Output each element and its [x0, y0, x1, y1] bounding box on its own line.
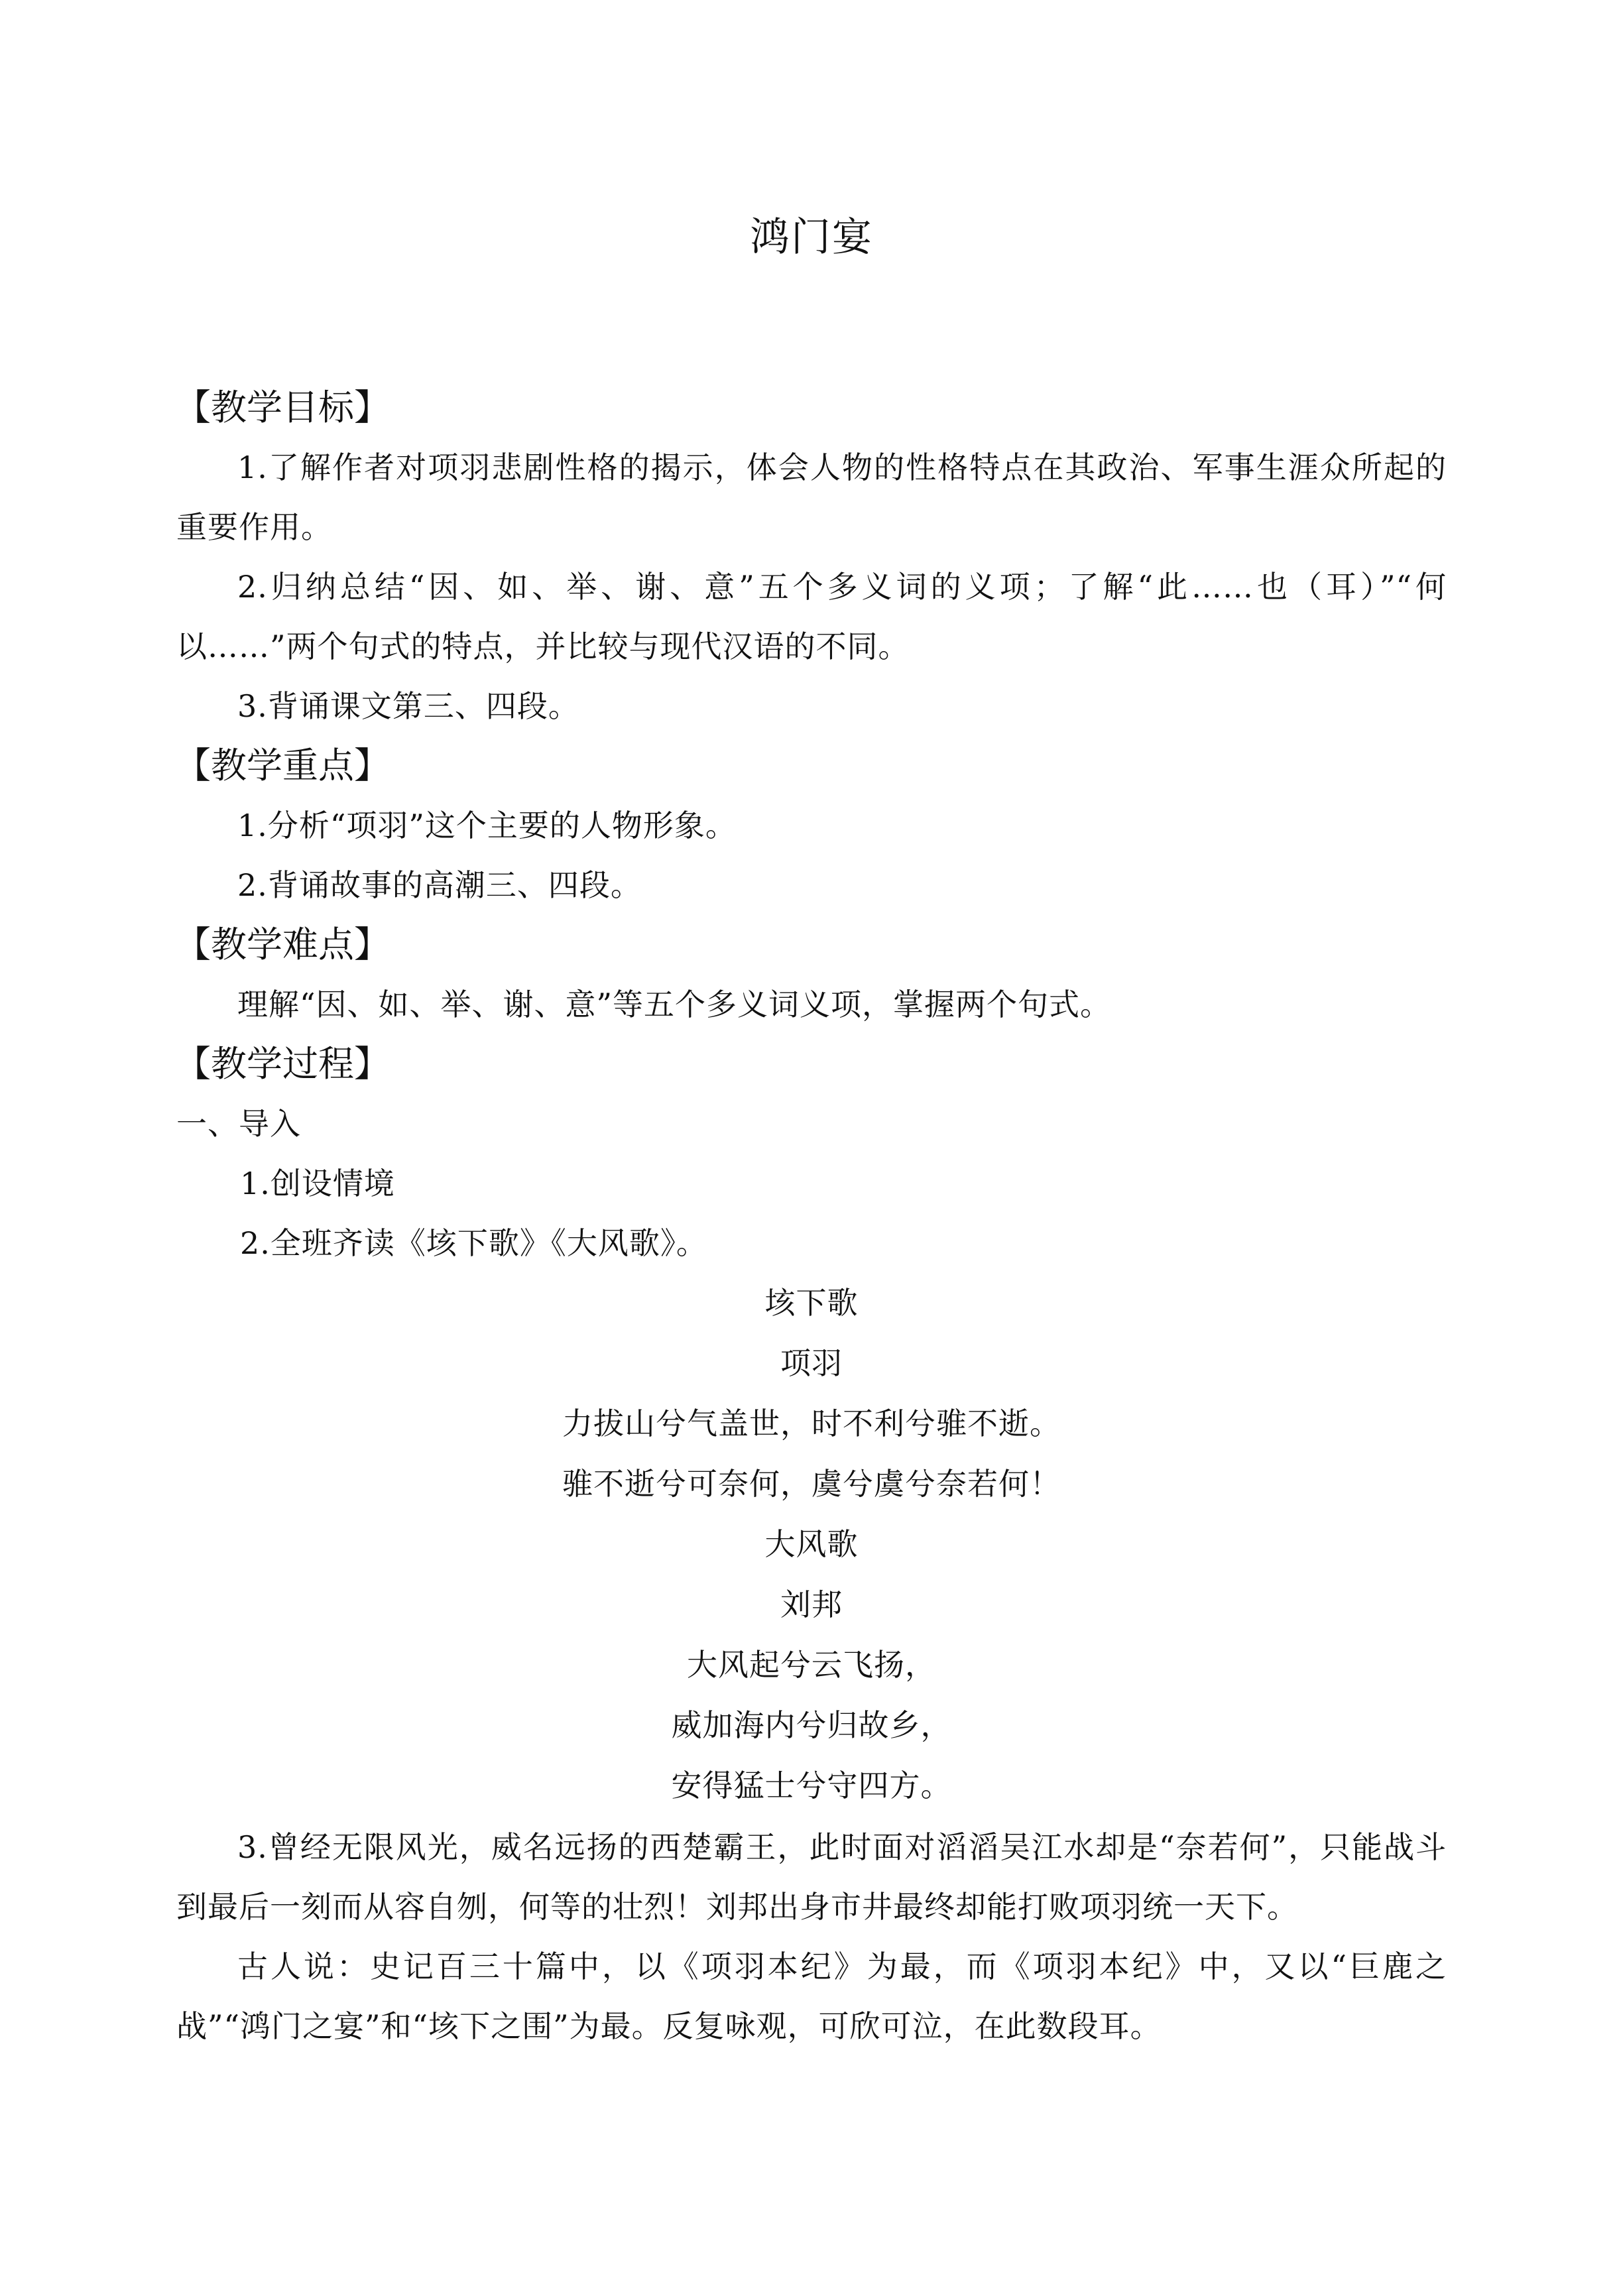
poem2-author: 刘邦	[780, 1587, 843, 1622]
key-point-item-2: 2.背诵故事的高潮三、四段。	[237, 867, 642, 903]
heading-teaching-process: 【教学过程】	[175, 1043, 390, 1085]
goal-item-3: 3.背诵课文第三、四段。	[237, 688, 579, 724]
heading-difficulties: 【教学难点】	[175, 924, 390, 965]
poem1-line-1: 力拔山兮气盖世，时不利兮骓不逝。	[562, 1406, 1061, 1441]
poem1-line-2: 骓不逝兮可奈何，虞兮虞兮奈若何！	[562, 1466, 1061, 1502]
poem2-title: 大风歌	[764, 1526, 859, 1562]
poem2-line-2: 威加海内兮归故乡，	[671, 1707, 952, 1743]
key-point-item-1: 1.分析“项羽”这个主要的人物形象。	[237, 808, 737, 843]
poem1-title: 垓下歌	[764, 1285, 859, 1321]
goal-item-2: 2.归纳总结“因、如、举、谢、意”五个多义词的义项；了解“此……也（耳）”“何以……”两个句式的特点，并比较与现代汉语的不同。	[176, 569, 1447, 664]
poem2-line-1: 大风起兮云飞扬，	[687, 1647, 936, 1683]
process-paragraph-4: 古人说：史记百三十篇中，以《项羽本纪》为最，而《项羽本纪》中，又以“巨鹿之战”“鸿门之宴”和“垓下之围”为最。反复咏观，可欣可泣，在此数段耳。	[176, 1949, 1447, 2044]
process-part1-label: 一、导入	[176, 1106, 301, 1142]
poem1-author: 项羽	[780, 1345, 843, 1381]
heading-key-points: 【教学重点】	[175, 745, 390, 786]
process-step-1: 1.创设情境	[240, 1166, 395, 1201]
document-title: 鸿门宴	[750, 214, 873, 261]
difficulty-item-1: 理解“因、如、举、谢、意”等五个多义词义项，掌握两个句式。	[237, 987, 1112, 1022]
poem2-line-3: 安得猛士兮守四方。	[671, 1768, 952, 1803]
process-paragraph-3: 3.曾经无限风光，威名远扬的西楚霸王，此时面对滔滔吴江水却是“奈若何”，只能战斗到最后一刻而从容自刎，何等的壮烈！刘邦出身市井最终却能打败项羽统一天下。	[176, 1829, 1447, 1925]
document-body	[176, 378, 1447, 2056]
heading-teaching-goals: 【教学目标】	[175, 387, 390, 428]
process-step-2: 2.全班齐读《垓下歌》《大风歌》。	[240, 1225, 707, 1261]
goal-item-1: 1.了解作者对项羽悲剧性格的揭示，体会人物的性格特点在其政治、军事生涯众所起的重要作用。	[176, 450, 1447, 545]
